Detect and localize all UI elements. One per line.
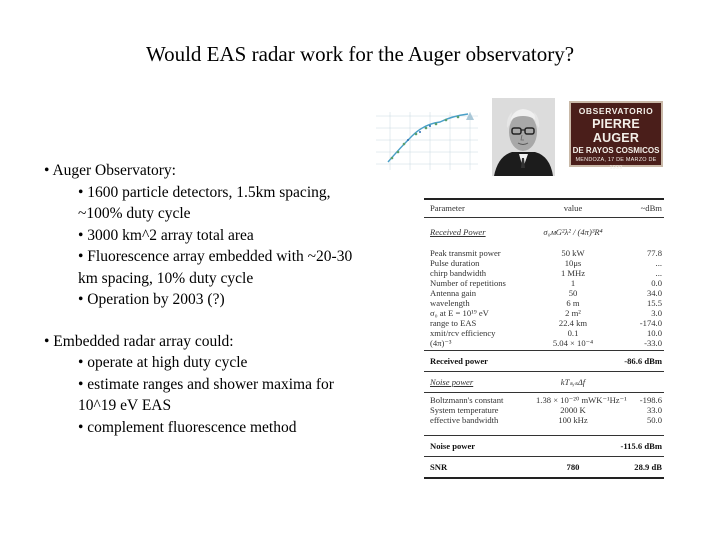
sub-bullet-complement-fluorescence: • complement fluorescence method (78, 418, 297, 436)
sub-bullet-duty-cycle: • operate at high duty cycle (78, 354, 248, 371)
dbm-cell: 34.0 (646, 288, 662, 298)
param-cell: Number of repetitions (430, 278, 506, 288)
noise-total-label: Noise power (430, 441, 476, 451)
sub-bullet-particle-detectors: • 1600 particle detectors, 1.5km spacing, ~100% duty cycle (78, 183, 331, 222)
table-row (424, 298, 664, 308)
value-cell: 100 kHz (558, 415, 588, 425)
received-power-rows (424, 248, 664, 348)
dbm-cell: -198.6 (639, 395, 662, 405)
param-cell: System temperature (430, 405, 499, 415)
plaque-line-4: MENDOZA, 17 DE MARZO DE 1999 (575, 157, 657, 171)
value-cell: 2 m² (565, 308, 581, 318)
value-cell: 1.38 × 10⁻²⁰ mWK⁻¹Hz⁻¹ (536, 395, 627, 405)
dbm-cell: -174.0 (639, 318, 662, 328)
radar-equation-formula: σ₀ᴍG²λ² / (4π)³R⁴ (543, 227, 603, 237)
col-header-value: value (563, 203, 583, 213)
slide-title: Would EAS radar work for the Auger observatory? (145, 42, 575, 66)
received-power-total-row (424, 353, 664, 369)
value-cell: 1 (570, 278, 576, 288)
snr-label: SNR (430, 462, 448, 472)
sub-bullet-operation-date: • Operation by 2003 (?) (78, 291, 225, 308)
col-header-parameter: Parameter (430, 203, 465, 213)
table-row (424, 288, 664, 298)
value-cell: 10μs (564, 258, 582, 268)
section-label-received-power: Received Power (430, 227, 486, 237)
table-row (424, 328, 664, 338)
value-cell: 50 kW (561, 248, 585, 258)
table-row (424, 415, 664, 425)
dbm-cell: ... (655, 258, 662, 268)
bullet-embedded-radar: • Embedded radar array could: (44, 332, 234, 350)
received-power-section-row (424, 220, 664, 244)
table-row (424, 248, 664, 258)
param-cell: range to EAS (430, 318, 477, 328)
param-cell: wavelength (430, 298, 470, 308)
dbm-cell: 10.0 (646, 328, 662, 338)
table-row (424, 278, 664, 288)
cosmic-ray-spectrum-thumbnail (370, 106, 482, 176)
value-cell: 6 m (566, 298, 580, 308)
dbm-cell: ... (655, 268, 662, 278)
received-power-total-label: Received power (430, 356, 488, 366)
param-cell: chirp bandwidth (430, 268, 487, 278)
dbm-cell: 77.8 (646, 248, 662, 258)
received-power-total-dbm: -86.6 dBm (624, 356, 662, 366)
param-cell: Boltzmann's constant (430, 395, 504, 405)
plaque-line-3: DE RAYOS COSMICOS (572, 146, 660, 155)
table-row (424, 405, 664, 415)
param-cell: (4π)⁻³ (430, 338, 452, 348)
value-cell: 22.4 km (558, 318, 588, 328)
param-cell: xmit/rcv efficiency (430, 328, 496, 338)
pierre-auger-portrait (492, 98, 555, 176)
col-header-dbm: ~dBm (640, 203, 662, 213)
param-cell: σ₀ at E = 10¹⁹ eV (430, 308, 489, 318)
table-row (424, 308, 664, 318)
table-row (424, 268, 664, 278)
dbm-cell: -33.0 (644, 338, 662, 348)
table-header-row (424, 202, 664, 215)
value-cell: 0.1 (567, 328, 579, 338)
value-cell: 50 (568, 288, 578, 298)
noise-rows (424, 395, 664, 425)
section-label-noise-power: Noise power (430, 377, 474, 387)
table-row (424, 258, 664, 268)
dbm-cell: 33.0 (646, 405, 662, 415)
plaque-line-1: OBSERVATORIO (578, 106, 654, 116)
param-cell: Peak transmit power (430, 248, 501, 258)
noise-formula: kTₛᵧₛΔf (560, 377, 586, 387)
sub-bullet-fluorescence-array: • Fluorescence array embedded with ~20-30 km spacing, 10% duty cycle (78, 248, 353, 287)
snr-value: 780 (566, 462, 580, 472)
noise-section-row (424, 374, 664, 390)
param-cell: effective bandwidth (430, 415, 499, 425)
value-cell: 5.04 × 10⁻⁴ (552, 338, 594, 348)
param-cell: Antenna gain (430, 288, 477, 298)
dbm-cell: 0.0 (651, 278, 662, 288)
table-row (424, 318, 664, 328)
sub-bullet-ranges-shower-maxima: • estimate ranges and shower maxima for 10^19 eV EAS (78, 375, 334, 414)
bullet-list (44, 160, 354, 438)
snr-db: 28.9 dB (634, 462, 662, 472)
dbm-cell: 3.0 (651, 308, 662, 318)
radar-link-budget-table (424, 196, 664, 481)
noise-total-dbm: -115.6 dBm (620, 441, 662, 451)
snr-row (424, 459, 664, 475)
bullet-auger-observatory: • Auger Observatory: (44, 162, 176, 179)
param-cell: Pulse duration (430, 258, 480, 268)
dbm-cell: 50.0 (646, 415, 662, 425)
dbm-cell: 15.5 (646, 298, 662, 308)
table-row (424, 338, 664, 348)
noise-total-row (424, 438, 664, 454)
plaque-line-2: PIERRE AUGER (592, 117, 640, 145)
value-cell: 1 MHz (560, 268, 586, 278)
sub-bullet-array-area: • 3000 km^2 array total area (78, 226, 254, 244)
value-cell: 2000 K (560, 405, 586, 415)
table-row (424, 395, 664, 405)
observatory-plaque (569, 101, 663, 171)
